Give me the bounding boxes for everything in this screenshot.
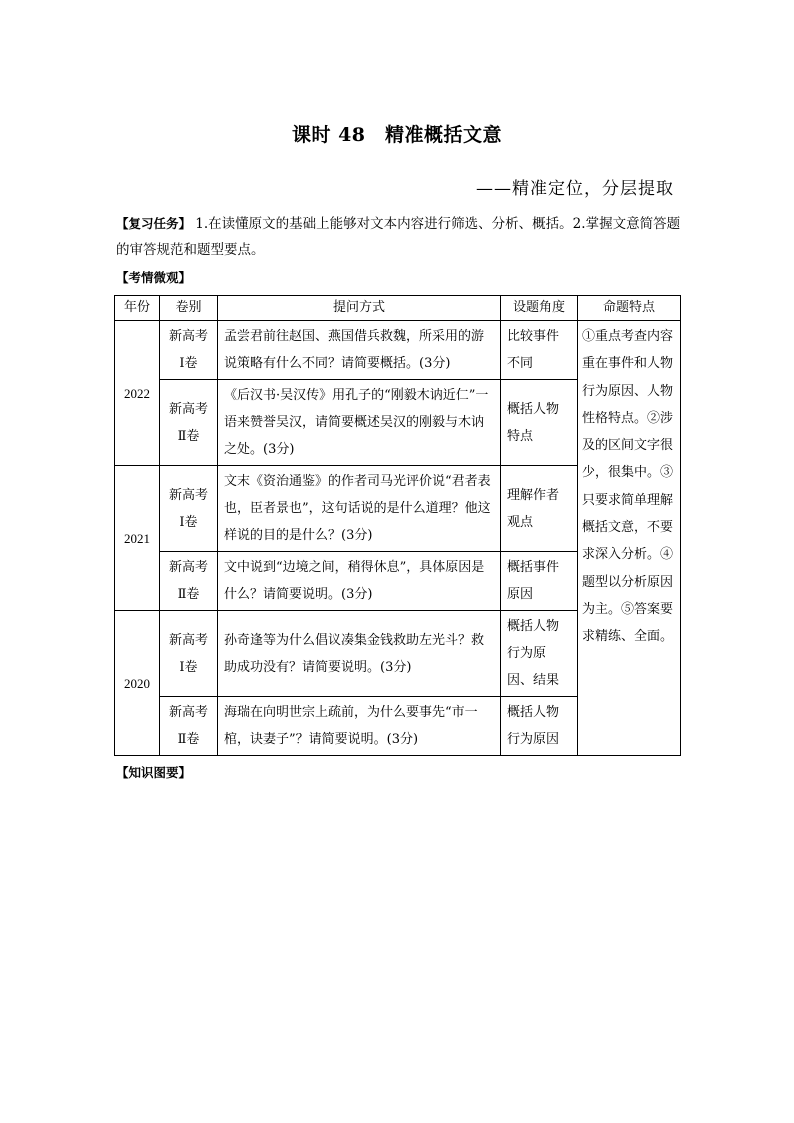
paper-cell: 新高考 Ⅰ卷 bbox=[160, 321, 218, 380]
table-header-row bbox=[115, 296, 681, 321]
page-title: 课时 48 精准概括文意 bbox=[291, 124, 503, 146]
year-cell: 2020 bbox=[115, 611, 160, 756]
header-features: 命题特点 bbox=[578, 296, 681, 321]
angle-cell: 概括事件原因 bbox=[501, 552, 578, 611]
year-cell: 2022 bbox=[115, 321, 160, 466]
table-row bbox=[115, 321, 681, 380]
question-cell: 孟尝君前往赵国、燕国借兵救魏，所采用的游说策略有什么不同？请简要概括。(3分) bbox=[218, 321, 501, 380]
angle-cell: 比较事件不同 bbox=[501, 321, 578, 380]
question-cell: 文中说到“边境之间，稍得休息”，具体原因是什么？请简要说明。(3分) bbox=[218, 552, 501, 611]
angle-cell: 概括人物特点 bbox=[501, 380, 578, 466]
header-angle: 设题角度 bbox=[501, 296, 578, 321]
header-question: 提问方式 bbox=[218, 296, 501, 321]
header-paper: 卷别 bbox=[160, 296, 218, 321]
knowledge-map-label: 【知识图要】 bbox=[116, 765, 192, 780]
page-subtitle: ——精准定位，分层提取 bbox=[476, 179, 674, 199]
question-cell: 孙奇逢等为什么倡议凑集金钱救助左光斗？救助成功没有？请简要说明。(3分) bbox=[218, 611, 501, 697]
angle-cell: 理解作者观点 bbox=[501, 466, 578, 552]
angle-cell: 概括人物行为原因、结果 bbox=[501, 611, 578, 697]
paper-cell: 新高考 Ⅱ卷 bbox=[160, 380, 218, 466]
features-cell: ①重点考查内容重在事件和人物行为原因、人物性格特点。②涉及的区间文字很少，很集中。③只要求简单理解概括文意，不要求深入分析。④题型以分析原因为主。⑤答案要求精练、全面。 bbox=[578, 321, 681, 756]
paper-cell: 新高考 Ⅰ卷 bbox=[160, 466, 218, 552]
question-cell: 《后汉书·吴汉传》用孔子的“刚毅木讷近仁”一语来赞誉吴汉，请简要概述吴汉的刚毅与木讷之处。(3分) bbox=[218, 380, 501, 466]
review-task-text: 1.在读懂原文的基础上能够对文本内容进行筛选、分析、概括。2.掌握文意简答题的审答规范和题型要点。 bbox=[116, 216, 681, 258]
exam-table bbox=[114, 295, 681, 756]
year-cell: 2021 bbox=[115, 466, 160, 611]
review-task-label: 【复习任务】 bbox=[116, 216, 192, 231]
paper-cell: 新高考 Ⅱ卷 bbox=[160, 697, 218, 756]
header-year: 年份 bbox=[115, 296, 160, 321]
paper-cell: 新高考 Ⅱ卷 bbox=[160, 552, 218, 611]
review-task bbox=[116, 211, 682, 263]
angle-cell: 概括人物行为原因 bbox=[501, 697, 578, 756]
exam-overview-label: 【考情微观】 bbox=[116, 270, 192, 285]
paper-cell: 新高考 Ⅰ卷 bbox=[160, 611, 218, 697]
question-cell: 海瑞在向明世宗上疏前，为什么要事先“市一棺，诀妻子”？请简要说明。(3分) bbox=[218, 697, 501, 756]
question-cell: 文末《资治通鉴》的作者司马光评价说“君者表也，臣者景也”，这句话说的是什么道理？他这样说的目的是什么？(3分) bbox=[218, 466, 501, 552]
